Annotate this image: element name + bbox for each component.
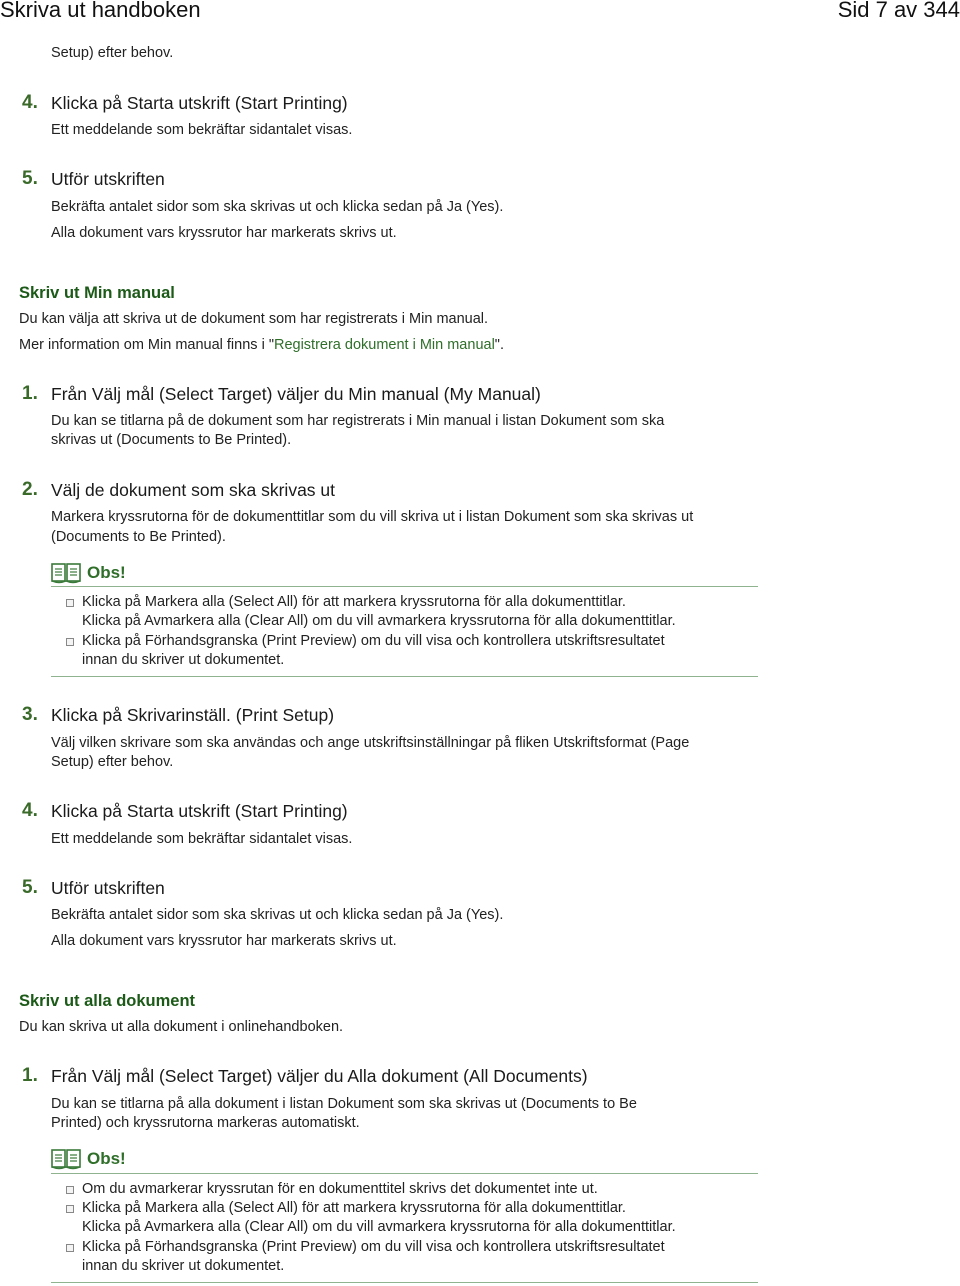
step-text: Välj vilken skrivare som ska användas och ange utskriftsinställningar på fliken Utskriftsformat (Page xyxy=(51,735,690,751)
note-header xyxy=(51,1146,126,1172)
document-title: Skriva ut handboken xyxy=(0,0,201,22)
note-header xyxy=(51,560,126,586)
bullet-icon xyxy=(66,1244,74,1252)
note-top-rule xyxy=(51,1173,758,1174)
step-text: (Documents to Be Printed). xyxy=(51,529,226,545)
note-bullet-text: Klicka på Markera alla (Select All) för att markera kryssrutorna för alla dokumenttitlar. xyxy=(82,594,626,610)
step-text: Du kan se titlarna på de dokument som har registrerats i Min manual i listan Dokument som ska xyxy=(51,413,665,429)
note-bullet-text: Klicka på Förhandsgranska (Print Preview) om du vill visa och kontrollera utskriftsresultatet xyxy=(82,633,665,649)
step-title: Utför utskriften xyxy=(51,878,165,898)
note-title: Obs! xyxy=(87,1149,126,1168)
step-number: 5. xyxy=(22,877,38,898)
note-bullet-text: Klicka på Markera alla (Select All) för att markera kryssrutorna för alla dokumenttitlar. xyxy=(82,1200,626,1216)
step-number: 5. xyxy=(22,168,38,189)
step-text: skrivas ut (Documents to Be Printed). xyxy=(51,432,292,448)
step-title: Från Välj mål (Select Target) väljer du Alla dokument (All Documents) xyxy=(51,1066,588,1086)
step-title: Klicka på Skrivarinställ. (Print Setup) xyxy=(51,705,335,725)
note-bottom-rule xyxy=(51,1282,758,1283)
section-intro: Du kan välja att skriva ut de dokument som har registrerats i Min manual. xyxy=(19,311,489,327)
step-text: Bekräfta antalet sidor som ska skrivas ut och klicka sedan på Ja (Yes). xyxy=(51,199,504,215)
book-icon xyxy=(51,1148,81,1170)
step-title: Klicka på Starta utskrift (Start Printing) xyxy=(51,801,348,821)
note-bullet-text: Klicka på Avmarkera alla (Clear All) om du vill avmarkera kryssrutorna för alla dokumenttitlar. xyxy=(82,613,676,629)
step-text: Setup) efter behov. xyxy=(51,754,174,770)
book-icon xyxy=(51,562,81,584)
step-title: Klicka på Starta utskrift (Start Printing) xyxy=(51,93,348,113)
section-heading: Skriv ut Min manual xyxy=(19,284,175,302)
bullet-icon xyxy=(66,599,74,607)
step-title: Utför utskriften xyxy=(51,169,165,189)
note-bullet-text: Om du avmarkerar kryssrutan för en dokumenttitel skrivs det dokumentet inte ut. xyxy=(82,1181,598,1197)
bullet-icon xyxy=(66,638,74,646)
step-number: 2. xyxy=(22,479,38,500)
intro-prefix: Mer information om Min manual finns i " xyxy=(19,337,274,353)
step-text: Du kan se titlarna på alla dokument i listan Dokument som ska skrivas ut (Documents to Be xyxy=(51,1096,637,1112)
step-text: Bekräfta antalet sidor som ska skrivas ut och klicka sedan på Ja (Yes). xyxy=(51,907,504,923)
step-number: 3. xyxy=(22,704,38,725)
step-text: Ett meddelande som bekräftar sidantalet visas. xyxy=(51,831,353,847)
note-bullet-text: Klicka på Avmarkera alla (Clear All) om du vill avmarkera kryssrutorna för alla dokumenttitlar. xyxy=(82,1219,676,1235)
page-indicator: Sid 7 av 344 xyxy=(837,0,960,22)
section-intro: Du kan skriva ut alla dokument i onlinehandboken. xyxy=(19,1019,344,1035)
step-text: Markera kryssrutorna för de dokumenttitlar som du vill skriva ut i listan Dokument som ska skrivas ut xyxy=(51,509,694,525)
step-number: 1. xyxy=(22,383,38,404)
note-bullet-text: Klicka på Förhandsgranska (Print Preview) om du vill visa och kontrollera utskriftsresultatet xyxy=(82,1239,665,1255)
note-top-rule xyxy=(51,586,758,587)
step-title: Välj de dokument som ska skrivas ut xyxy=(51,480,336,500)
section-heading: Skriv ut alla dokument xyxy=(19,992,196,1010)
step-text: Ett meddelande som bekräftar sidantalet visas. xyxy=(51,122,353,138)
bullet-icon xyxy=(66,1205,74,1213)
note-bullet-text: innan du skriver ut dokumentet. xyxy=(82,652,285,668)
intro-suffix: ". xyxy=(494,337,504,353)
step-number: 4. xyxy=(22,92,38,113)
register-docs-link[interactable]: Registrera dokument i Min manual xyxy=(273,337,495,353)
note-title: Obs! xyxy=(87,563,126,582)
intro-continuation: Setup) efter behov. xyxy=(51,45,174,61)
step-number: 4. xyxy=(22,800,38,821)
step-number: 1. xyxy=(22,1065,38,1086)
step-text: Printed) och kryssrutorna markeras automatiskt. xyxy=(51,1115,360,1131)
step-text: Alla dokument vars kryssrutor har markerats skrivs ut. xyxy=(51,225,397,241)
bullet-icon xyxy=(66,1186,74,1194)
section-intro-link-line xyxy=(19,336,504,355)
note-bottom-rule xyxy=(51,676,758,677)
step-text: Alla dokument vars kryssrutor har markerats skrivs ut. xyxy=(51,933,397,949)
note-bullet-text: innan du skriver ut dokumentet. xyxy=(82,1258,285,1274)
step-title: Från Välj mål (Select Target) väljer du Min manual (My Manual) xyxy=(51,384,541,404)
